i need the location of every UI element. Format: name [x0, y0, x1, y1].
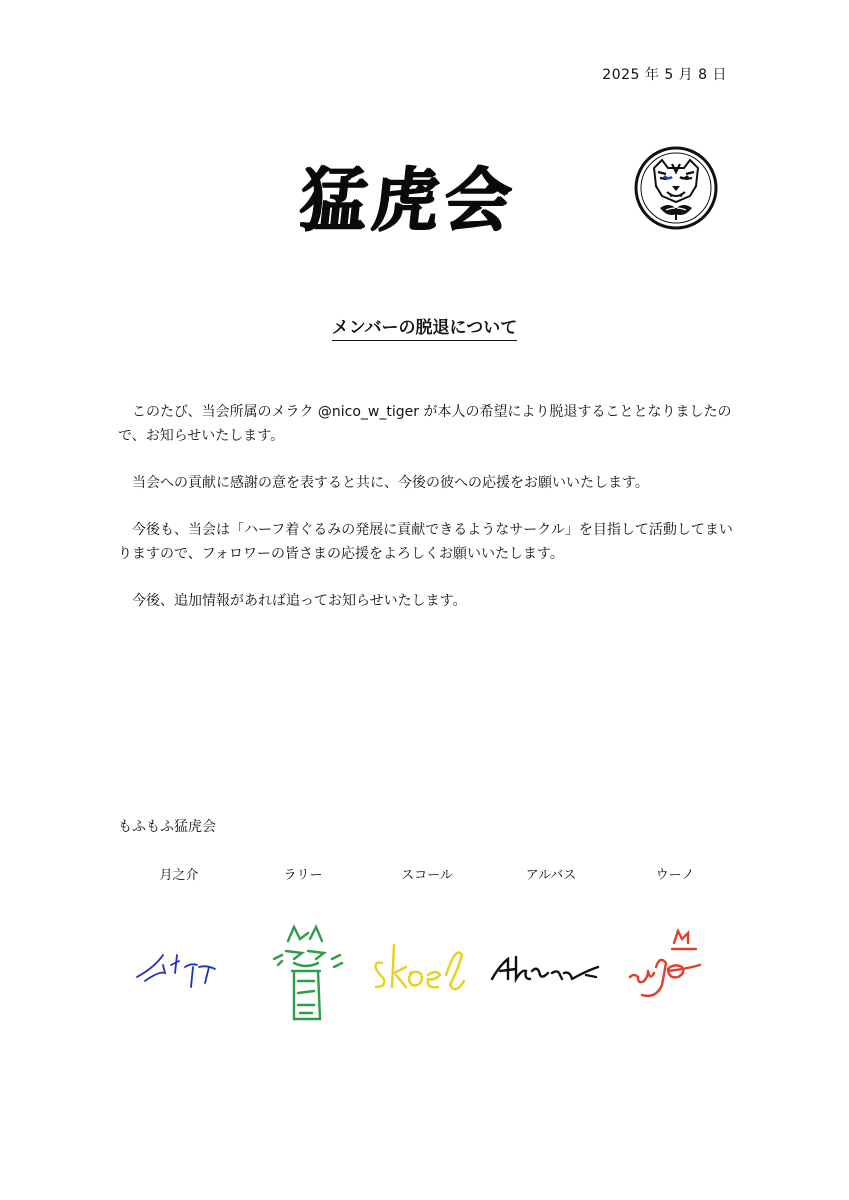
signature-stroke [492, 957, 598, 979]
document-title [0, 313, 849, 338]
tiger-crest-icon [634, 146, 718, 230]
member-name: ラリー [283, 868, 323, 883]
signature-skoll [366, 915, 486, 1030]
body-paragraph: このたび、当会所属のメラク @nico_w_tiger が本人の希望により脱退することとなりましたので、お知らせいたします。 [118, 404, 732, 444]
signature-stroke [137, 955, 215, 987]
signature-stroke [630, 931, 700, 996]
organization-name: もふもふ猛虎会 [118, 819, 216, 835]
body-paragraph: 今後も、当会は「ハーフ着ぐるみの発展に貢献できるようなサークル」を目指して活動してまいりますので、フォロワーの皆さまの応援をよろしくお願いいたします。 [118, 522, 733, 562]
document-title-text: メンバーの脱退について [332, 318, 517, 341]
body-paragraph: 当会への貢献に感謝の意を表すると共に、今後の彼への応援をお願いいたします。 [132, 475, 649, 491]
signature-stroke [274, 927, 342, 1019]
document-date: 2025 年 5 月 8 日 [602, 67, 727, 83]
signature-stroke [376, 945, 464, 989]
signature-uno [616, 915, 736, 1030]
signature-larry [250, 915, 370, 1030]
member-list [117, 864, 737, 883]
signature-tsukinosuke [125, 915, 245, 1030]
document-body [118, 400, 733, 636]
member-name: スコール [401, 868, 453, 883]
logo-wordmark: 猛虎会 [295, 159, 521, 241]
member-name: ウーノ [655, 868, 695, 883]
signature-albus [486, 915, 606, 1030]
member-name: アルバス [525, 868, 577, 883]
body-paragraph: 今後、追加情報があれば追ってお知らせいたします。 [132, 593, 467, 609]
member-name: 月之介 [159, 868, 199, 883]
